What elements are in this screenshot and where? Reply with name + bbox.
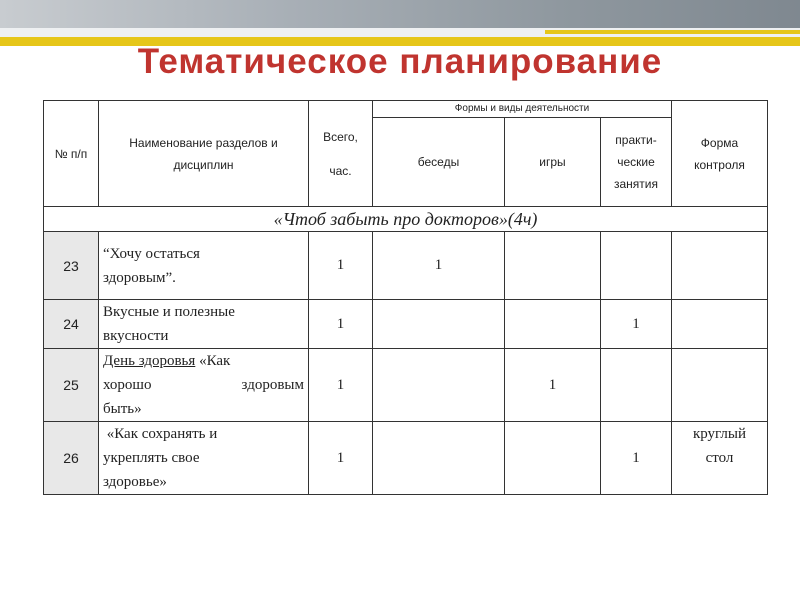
row-games — [505, 422, 601, 495]
table-row — [44, 300, 768, 349]
section-row — [44, 207, 768, 232]
table-row — [44, 232, 768, 300]
row-talks — [373, 349, 505, 422]
row-talks — [373, 422, 505, 495]
row-practice — [601, 232, 672, 300]
row-total: 1 — [309, 422, 373, 495]
row-practice: 1 — [601, 422, 672, 495]
header-name: Наименование разделов и дисциплин — [99, 101, 309, 207]
header-total: Всего, час. — [309, 101, 373, 207]
row-num: 23 — [44, 232, 99, 300]
section-title: «Чтоб забыть про докторов»(4ч) — [44, 207, 768, 232]
row-total: 1 — [309, 232, 373, 300]
row-practice — [601, 349, 672, 422]
row-name: Вкусные и полезные вкусности — [99, 300, 309, 349]
table-row — [44, 422, 768, 495]
row-num: 25 — [44, 349, 99, 422]
header-row-1 — [44, 101, 768, 118]
header-num: № п/п — [44, 101, 99, 207]
row-name: «Как сохранять и укреплять свое здоровье» — [99, 422, 309, 495]
top-decor-bar — [0, 0, 800, 28]
row-control — [672, 300, 768, 349]
row-total: 1 — [309, 300, 373, 349]
header-games: игры — [505, 118, 601, 207]
table-row — [44, 349, 768, 422]
row-games: 1 — [505, 349, 601, 422]
row-talks: 1 — [373, 232, 505, 300]
header-forms-group: Формы и виды деятельности — [373, 101, 672, 118]
row-control — [672, 232, 768, 300]
row-num: 26 — [44, 422, 99, 495]
page-title: Тематическое планирование — [137, 42, 663, 81]
row-talks — [373, 300, 505, 349]
row-total: 1 — [309, 349, 373, 422]
row-games — [505, 232, 601, 300]
accent-line-top — [545, 30, 800, 34]
row-num: 24 — [44, 300, 99, 349]
row-name: День здоровья «Как хорошо здоровым быть» — [99, 349, 309, 422]
row-practice: 1 — [601, 300, 672, 349]
row-control — [672, 349, 768, 422]
row-control: круглый стол — [672, 422, 768, 495]
row-name: “Хочу остаться здоровым”. — [99, 232, 309, 300]
row-games — [505, 300, 601, 349]
header-practice: практи- ческие занятия — [601, 118, 672, 207]
header-control: Форма контроля — [672, 101, 768, 207]
plan-table — [43, 100, 768, 495]
header-talks: беседы — [373, 118, 505, 207]
